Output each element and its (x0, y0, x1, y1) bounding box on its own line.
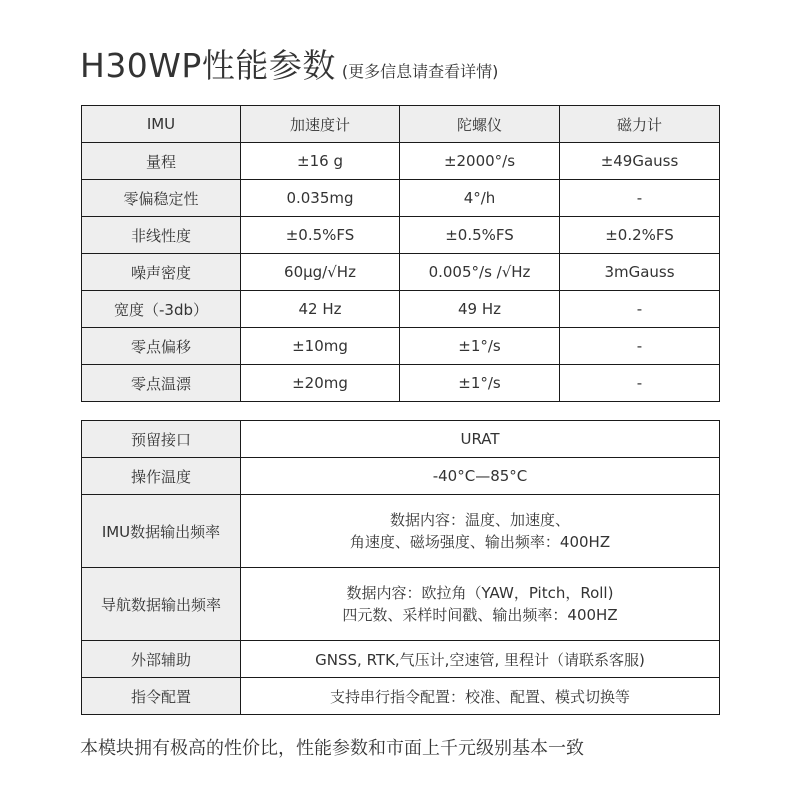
table-cell: 支持串行指令配置：校准、配置、模式切换等 (241, 678, 720, 715)
cell-line: 数据内容：温度、加速度、 (389, 511, 570, 529)
table-cell: - (560, 180, 720, 217)
row-label: 量程 (82, 143, 241, 180)
table-row (82, 641, 720, 678)
table-cell: GNSS, RTK,气压计,空速管, 里程计（请联系客服) (241, 641, 720, 678)
table-header-cell: 陀螺仪 (400, 106, 560, 143)
table-cell: ±1°/s (400, 328, 560, 365)
table-cell: -40°C—85°C (241, 458, 720, 495)
module-spec-table (81, 420, 720, 715)
table-cell: ±0.5%FS (400, 217, 560, 254)
table-row (82, 217, 720, 254)
row-label: 预留接口 (82, 421, 241, 458)
row-label: 噪声密度 (82, 254, 241, 291)
table-cell: 3mGauss (560, 254, 720, 291)
table-cell: ±49Gauss (560, 143, 720, 180)
table-cell: ±0.5%FS (241, 217, 400, 254)
row-label: IMU数据输出频率 (82, 495, 241, 568)
row-label: 导航数据输出频率 (82, 568, 241, 641)
table-row (82, 678, 720, 715)
table-cell: ±1°/s (400, 365, 560, 402)
table-cell: ±0.2%FS (560, 217, 720, 254)
row-label: 指令配置 (82, 678, 241, 715)
row-label: 零点温漂 (82, 365, 241, 402)
table-header-cell: 加速度计 (241, 106, 400, 143)
table-cell: ±10mg (241, 328, 400, 365)
table-row (82, 254, 720, 291)
table-cell: - (560, 291, 720, 328)
table-row (82, 291, 720, 328)
table-row (82, 458, 720, 495)
table-cell: ±20mg (241, 365, 400, 402)
table-cell: - (560, 365, 720, 402)
table-header-cell: 磁力计 (560, 106, 720, 143)
table-row (82, 328, 720, 365)
table-row (82, 421, 720, 458)
table-row (82, 568, 720, 641)
table-cell: 4°/h (400, 180, 560, 217)
footer-note: 本模块拥有极高的性价比，性能参数和市面上千元级别基本一致 (80, 738, 584, 759)
cell-line: 数据内容：欧拉角（YAW，Pitch，Roll) (346, 584, 614, 602)
page-title: H30WP性能参数 (80, 46, 336, 85)
row-label: 操作温度 (82, 458, 241, 495)
table-row (82, 143, 720, 180)
table-header-row (82, 106, 720, 143)
table-cell: ±2000°/s (400, 143, 560, 180)
table-cell: 0.035mg (241, 180, 400, 217)
table-cell: ±16 g (241, 143, 400, 180)
row-label: 非线性度 (82, 217, 241, 254)
row-label: 零点偏移 (82, 328, 241, 365)
cell-line: 四元数、采样时间戳、输出频率：400HZ (342, 606, 618, 624)
table-cell (241, 568, 720, 641)
table-row (82, 365, 720, 402)
table-cell: - (560, 328, 720, 365)
page-subtitle-note: (更多信息请查看详情) (341, 62, 499, 81)
table-cell: URAT (241, 421, 720, 458)
table-cell: 60μg/√Hz (241, 254, 400, 291)
table-cell: 42 Hz (241, 291, 400, 328)
table-row (82, 495, 720, 568)
table-cell: 0.005°/s /√Hz (400, 254, 560, 291)
imu-spec-table (81, 105, 720, 402)
table-cell: 49 Hz (400, 291, 560, 328)
page-header (80, 40, 498, 87)
table-cell (241, 495, 720, 568)
row-label: 零偏稳定性 (82, 180, 241, 217)
cell-line: 角速度、磁场强度、输出频率：400HZ (349, 533, 611, 551)
table-header-cell: IMU (82, 106, 241, 143)
table-row (82, 180, 720, 217)
row-label: 外部辅助 (82, 641, 241, 678)
row-label: 宽度（-3db） (82, 291, 241, 328)
